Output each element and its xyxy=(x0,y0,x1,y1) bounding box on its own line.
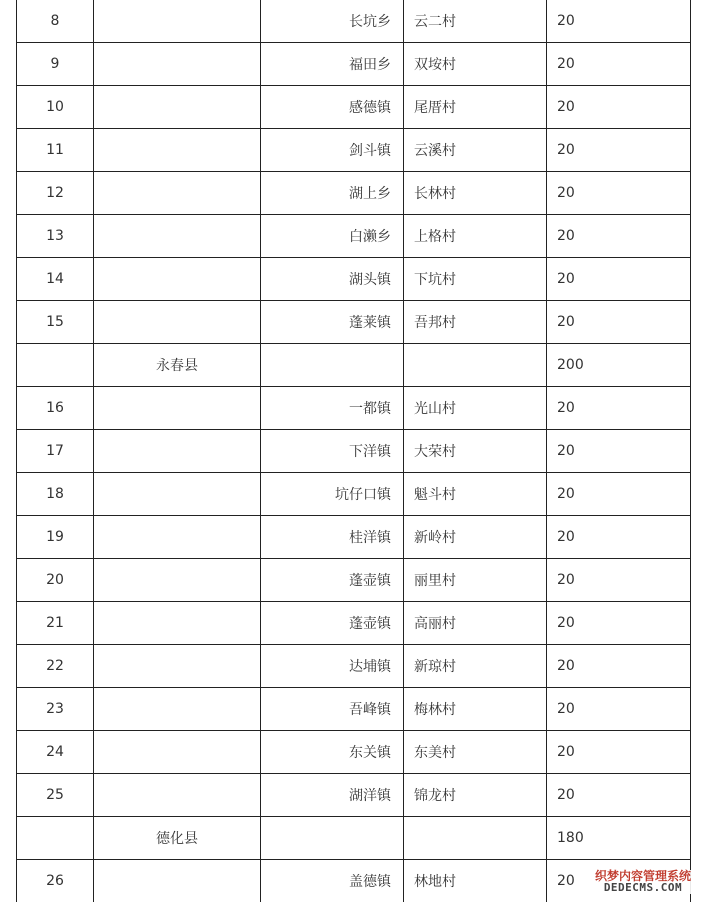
row-index-cell: 10 xyxy=(17,86,94,129)
row-index-cell: 22 xyxy=(17,645,94,688)
allocation-table xyxy=(16,0,691,902)
row-index-cell: 23 xyxy=(17,688,94,731)
amount-cell: 20 xyxy=(547,86,691,129)
table-row xyxy=(17,301,691,344)
amount-cell: 180 xyxy=(547,817,691,860)
row-index-cell: 21 xyxy=(17,602,94,645)
row-index-cell xyxy=(17,344,94,387)
amount-cell: 20 xyxy=(547,559,691,602)
row-index-cell: 14 xyxy=(17,258,94,301)
county-cell xyxy=(94,602,261,645)
county-cell xyxy=(94,516,261,559)
county-cell xyxy=(94,731,261,774)
village-cell: 云二村 xyxy=(404,0,547,43)
amount-cell: 20 xyxy=(547,688,691,731)
village-cell: 尾厝村 xyxy=(404,86,547,129)
row-index-cell: 17 xyxy=(17,430,94,473)
row-index-cell: 19 xyxy=(17,516,94,559)
table-row xyxy=(17,86,691,129)
table-row xyxy=(17,688,691,731)
village-cell: 高丽村 xyxy=(404,602,547,645)
amount-cell: 200 xyxy=(547,344,691,387)
town-cell: 东关镇 xyxy=(261,731,404,774)
amount-cell: 20 xyxy=(547,258,691,301)
watermark-title: 织梦内容管理系统 xyxy=(594,868,691,883)
row-index-cell: 13 xyxy=(17,215,94,258)
county-cell xyxy=(94,645,261,688)
village-cell xyxy=(404,344,547,387)
table-row xyxy=(17,860,691,902)
table-row xyxy=(17,344,691,387)
row-index-cell: 24 xyxy=(17,731,94,774)
table-row xyxy=(17,387,691,430)
town-cell xyxy=(261,344,404,387)
county-cell xyxy=(94,43,261,86)
amount-cell: 20 xyxy=(547,172,691,215)
row-index-cell: 18 xyxy=(17,473,94,516)
village-cell: 新琼村 xyxy=(404,645,547,688)
village-cell: 林地村 xyxy=(404,860,547,902)
county-cell xyxy=(94,559,261,602)
amount-cell: 20 xyxy=(547,602,691,645)
county-cell xyxy=(94,473,261,516)
amount-cell: 20 xyxy=(547,215,691,258)
amount-cell: 20 xyxy=(547,860,691,902)
county-cell xyxy=(94,860,261,902)
table-row xyxy=(17,774,691,817)
table-row xyxy=(17,602,691,645)
town-cell xyxy=(261,817,404,860)
row-index-cell: 26 xyxy=(17,860,94,902)
town-cell: 湖上乡 xyxy=(261,172,404,215)
village-cell: 魁斗村 xyxy=(404,473,547,516)
county-cell xyxy=(94,215,261,258)
town-cell: 白濑乡 xyxy=(261,215,404,258)
village-cell: 丽里村 xyxy=(404,559,547,602)
county-cell xyxy=(94,301,261,344)
table-row xyxy=(17,516,691,559)
village-cell: 吾邦村 xyxy=(404,301,547,344)
table-row xyxy=(17,172,691,215)
county-cell xyxy=(94,430,261,473)
table-row xyxy=(17,43,691,86)
town-cell: 一都镇 xyxy=(261,387,404,430)
table-row xyxy=(17,129,691,172)
county-cell xyxy=(94,774,261,817)
village-cell: 云溪村 xyxy=(404,129,547,172)
town-cell: 下洋镇 xyxy=(261,430,404,473)
village-cell: 东美村 xyxy=(404,731,547,774)
table-row xyxy=(17,215,691,258)
village-cell xyxy=(404,817,547,860)
town-cell: 盖德镇 xyxy=(261,860,404,902)
town-cell: 蓬壶镇 xyxy=(261,559,404,602)
county-cell: 德化县 xyxy=(94,817,261,860)
county-cell xyxy=(94,387,261,430)
amount-cell: 20 xyxy=(547,516,691,559)
village-cell: 长林村 xyxy=(404,172,547,215)
table-row xyxy=(17,817,691,860)
village-cell: 上格村 xyxy=(404,215,547,258)
row-index-cell: 12 xyxy=(17,172,94,215)
town-cell: 福田乡 xyxy=(261,43,404,86)
amount-cell: 20 xyxy=(547,129,691,172)
village-cell: 下坑村 xyxy=(404,258,547,301)
row-index-cell: 20 xyxy=(17,559,94,602)
town-cell: 剑斗镇 xyxy=(261,129,404,172)
county-cell xyxy=(94,258,261,301)
table-row xyxy=(17,473,691,516)
amount-cell: 20 xyxy=(547,0,691,43)
amount-cell: 20 xyxy=(547,731,691,774)
county-cell xyxy=(94,688,261,731)
row-index-cell: 8 xyxy=(17,0,94,43)
town-cell: 湖头镇 xyxy=(261,258,404,301)
county-cell xyxy=(94,129,261,172)
table-row xyxy=(17,430,691,473)
table-row xyxy=(17,731,691,774)
row-index-cell: 9 xyxy=(17,43,94,86)
town-cell: 蓬壶镇 xyxy=(261,602,404,645)
row-index-cell xyxy=(17,817,94,860)
table-row xyxy=(17,645,691,688)
table-row xyxy=(17,559,691,602)
amount-cell: 20 xyxy=(547,774,691,817)
amount-cell: 20 xyxy=(547,473,691,516)
row-index-cell: 16 xyxy=(17,387,94,430)
town-cell: 感德镇 xyxy=(261,86,404,129)
village-cell: 大荣村 xyxy=(404,430,547,473)
county-cell xyxy=(94,86,261,129)
table-row xyxy=(17,258,691,301)
amount-cell: 20 xyxy=(547,430,691,473)
watermark-logo xyxy=(594,870,692,894)
town-cell: 坑仔口镇 xyxy=(261,473,404,516)
town-cell: 达埔镇 xyxy=(261,645,404,688)
town-cell: 长坑乡 xyxy=(261,0,404,43)
table-row xyxy=(17,0,691,43)
village-cell: 双垵村 xyxy=(404,43,547,86)
amount-cell: 20 xyxy=(547,43,691,86)
town-cell: 湖洋镇 xyxy=(261,774,404,817)
town-cell: 吾峰镇 xyxy=(261,688,404,731)
row-index-cell: 11 xyxy=(17,129,94,172)
town-cell: 桂洋镇 xyxy=(261,516,404,559)
watermark-domain: DEDECMS.COM xyxy=(603,881,683,895)
table-body xyxy=(17,0,691,902)
village-cell: 锦龙村 xyxy=(404,774,547,817)
row-index-cell: 15 xyxy=(17,301,94,344)
county-cell xyxy=(94,172,261,215)
county-cell xyxy=(94,0,261,43)
row-index-cell: 25 xyxy=(17,774,94,817)
amount-cell: 20 xyxy=(547,645,691,688)
village-cell: 光山村 xyxy=(404,387,547,430)
amount-cell: 20 xyxy=(547,387,691,430)
county-cell: 永春县 xyxy=(94,344,261,387)
amount-cell: 20 xyxy=(547,301,691,344)
town-cell: 蓬莱镇 xyxy=(261,301,404,344)
village-cell: 梅林村 xyxy=(404,688,547,731)
village-cell: 新岭村 xyxy=(404,516,547,559)
